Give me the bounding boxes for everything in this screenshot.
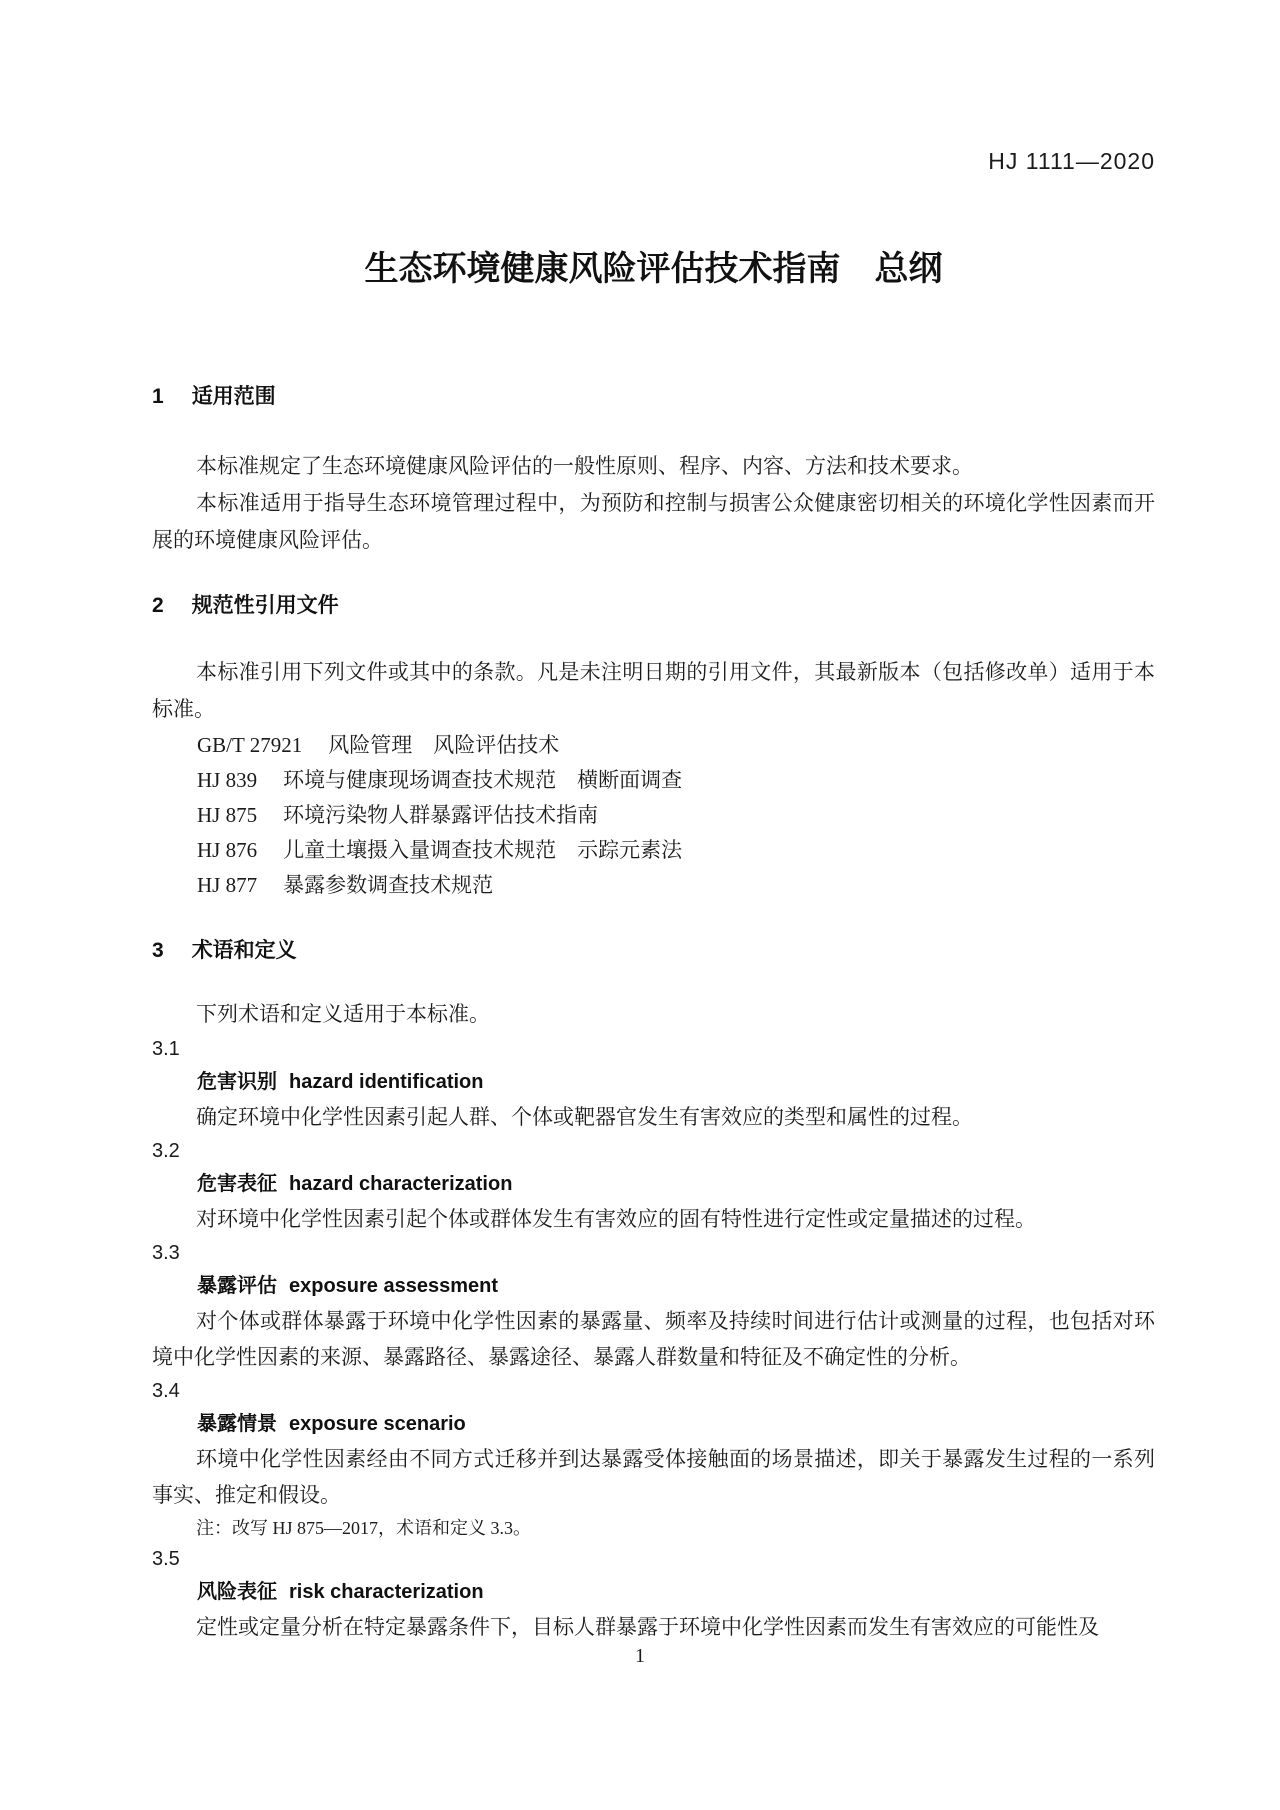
- term-name-zh: 暴露情景: [197, 1413, 277, 1435]
- reference-title: 风险管理 风险评估技术: [328, 733, 560, 757]
- term-heading: [152, 1167, 1155, 1201]
- term-definition: 对环境中化学性因素引起个体或群体发生有害效应的固有特性进行定性或定量描述的过程。: [196, 1207, 1036, 1231]
- reference-code: HJ 877: [197, 873, 258, 897]
- clause-paragraph: 本标准适用于指导生态环境管理过程中，为预防和控制与损害公众健康密切相关的环境化学性因素而开展的环境健康风险评估。: [152, 491, 1155, 552]
- term-name-zh: 危害识别: [197, 1071, 277, 1093]
- reference-code: HJ 875: [197, 803, 258, 827]
- term-name-zh: 危害表征: [197, 1173, 277, 1195]
- clause-paragraph: 本标准引用下列文件或其中的条款。凡是未注明日期的引用文件，其最新版本（包括修改单）适用于本标准。: [152, 660, 1155, 721]
- term-number: 3.1: [152, 1038, 180, 1060]
- section-heading-normative-references: [152, 591, 1155, 621]
- term-definition: 确定环境中化学性因素引起人群、个体或靶器官发生有害效应的类型和属性的过程。: [196, 1105, 973, 1129]
- term-name-zh: 风险表征: [197, 1581, 277, 1603]
- term-note: 注：改写 HJ 875—2017，术语和定义 3.3。: [196, 1518, 532, 1538]
- term-name-zh: 暴露评估: [197, 1275, 277, 1297]
- section-heading-terms-definitions: [152, 936, 1155, 966]
- section-number: 2: [152, 594, 164, 617]
- term-name-en: exposure assessment: [289, 1275, 499, 1297]
- reference-list: [152, 728, 1155, 903]
- term-name-en: hazard characterization: [289, 1173, 513, 1195]
- reference-title: 环境与健康现场调查技术规范 横断面调查: [283, 768, 683, 792]
- term-name-en: exposure scenario: [289, 1413, 466, 1435]
- term-block: [152, 1135, 1155, 1237]
- document-title: 生态环境健康风险评估技术指南 总纲: [364, 250, 943, 288]
- term-number: 3.5: [152, 1548, 180, 1570]
- term-number: 3.3: [152, 1242, 180, 1264]
- term-definition: 环境中化学性因素经由不同方式迁移并到达暴露受体接触面的场景描述，即关于暴露发生过程的一系列事实、推定和假设。: [152, 1447, 1155, 1507]
- clause-paragraph: 本标准规定了生态环境健康风险评估的一般性原则、程序、内容、方法和技术要求。: [196, 454, 973, 478]
- term-definition: 对个体或群体暴露于环境中化学性因素的暴露量、频率及持续时间进行估计或测量的过程，也包括对环境中化学性因素的来源、暴露路径、暴露途径、暴露人群数量和特征及不确定性的分析。: [152, 1309, 1155, 1369]
- reference-code: HJ 839: [197, 768, 258, 792]
- term-definition: 定性或定量分析在特定暴露条件下，目标人群暴露于环境中化学性因素而发生有害效应的可能性及: [196, 1615, 1099, 1639]
- reference-code: HJ 876: [197, 838, 258, 862]
- term-heading: [152, 1575, 1155, 1609]
- reference-title: 环境污染物人群暴露评估技术指南: [283, 803, 599, 827]
- section-heading-label: 规范性引用文件: [191, 594, 339, 617]
- reference-code: GB/T 27921: [197, 733, 303, 757]
- term-block: [152, 1237, 1155, 1375]
- term-block: [152, 1375, 1155, 1543]
- doc-number: HJ 1111—2020: [988, 148, 1155, 174]
- section-number: 3: [152, 939, 164, 962]
- reference-item: [152, 763, 1155, 798]
- reference-item: [152, 798, 1155, 833]
- section-heading-label: 术语和定义: [191, 939, 297, 962]
- term-heading: [152, 1407, 1155, 1441]
- reference-item: [152, 833, 1155, 868]
- section-heading-label: 适用范围: [191, 385, 276, 408]
- term-block: [152, 1033, 1155, 1135]
- term-heading: [152, 1065, 1155, 1099]
- section-number: 1: [152, 385, 164, 408]
- terms-intro-paragraph: 下列术语和定义适用于本标准。: [196, 1002, 490, 1026]
- reference-item: [152, 868, 1155, 903]
- page-number: 1: [635, 1645, 645, 1667]
- term-name-en: hazard identification: [289, 1071, 484, 1093]
- reference-item: [152, 728, 1155, 763]
- term-name-en: risk characterization: [289, 1581, 484, 1603]
- reference-title: 暴露参数调查技术规范: [283, 873, 494, 897]
- term-number: 3.4: [152, 1380, 180, 1402]
- reference-title: 儿童土壤摄入量调查技术规范 示踪元素法: [283, 838, 683, 862]
- term-number: 3.2: [152, 1140, 180, 1162]
- section-heading-scope: [152, 382, 1155, 412]
- term-heading: [152, 1269, 1155, 1303]
- term-block: [152, 1543, 1155, 1645]
